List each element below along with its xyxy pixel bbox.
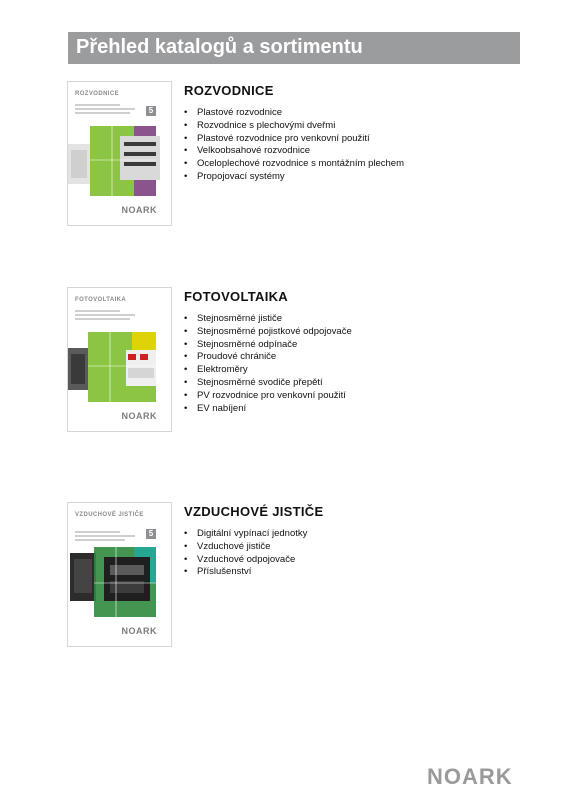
cover-text-line bbox=[75, 104, 120, 106]
list-item: • Stejnosměrné svodiče přepětí bbox=[184, 377, 352, 390]
cover-noark-logo: NOARK bbox=[121, 205, 157, 215]
page-title-bar bbox=[68, 32, 520, 64]
section-heading: FOTOVOLTAIKA bbox=[184, 289, 288, 304]
cover-text-line bbox=[75, 535, 135, 537]
page-title: Přehled katalogů a sortimentu bbox=[76, 36, 363, 58]
list-item: • Rozvodnice s plechovými dveřmi bbox=[184, 120, 404, 133]
list-item: • Digitální vypínací jednotky bbox=[184, 528, 307, 541]
list-item: • Plastové rozvodnice bbox=[184, 107, 404, 120]
catalog-section-vzduchove-jistice bbox=[67, 502, 520, 648]
list-item: • Propojovací systémy bbox=[184, 171, 404, 184]
cover-text-line bbox=[75, 314, 135, 316]
cover-product-photo bbox=[68, 122, 171, 200]
cover-text-line bbox=[75, 531, 120, 533]
catalog-section-fotovoltaika bbox=[67, 287, 520, 433]
list-item: • Proudové chrániče bbox=[184, 351, 352, 364]
catalog-cover-image[interactable] bbox=[67, 502, 172, 647]
catalog-section-rozvodnice bbox=[67, 81, 520, 227]
list-item: • Příslušenství bbox=[184, 566, 307, 579]
cover-title: VZDUCHOVÉ JISTIČE bbox=[75, 512, 144, 518]
cover-badge: 5 bbox=[146, 106, 156, 116]
list-item: • Plastové rozvodnice pro venkovní použití bbox=[184, 133, 404, 146]
cover-product-photo bbox=[68, 328, 171, 406]
list-item: • Oceloplechové rozvodnice s montážním plechem bbox=[184, 158, 404, 171]
cover-text-line bbox=[75, 318, 130, 320]
cover-text-line bbox=[75, 310, 120, 312]
cover-text-line bbox=[75, 112, 130, 114]
cover-text-line bbox=[75, 539, 125, 541]
cover-text-line bbox=[75, 108, 135, 110]
product-list bbox=[184, 528, 307, 579]
list-item: • Elektroměry bbox=[184, 364, 352, 377]
list-item: • Stejnosměrné jističe bbox=[184, 313, 352, 326]
list-item: • Vzduchové odpojovače bbox=[184, 554, 307, 567]
catalog-cover-image[interactable] bbox=[67, 287, 172, 432]
list-item: • Velkoobsahové rozvodnice bbox=[184, 145, 404, 158]
list-item: • Stejnosměrné odpínače bbox=[184, 339, 352, 352]
product-list bbox=[184, 313, 352, 415]
cover-badge: 5 bbox=[146, 529, 156, 539]
list-item: • Vzduchové jističe bbox=[184, 541, 307, 554]
cover-product-photo bbox=[68, 543, 171, 621]
cover-title: FOTOVOLTAIKA bbox=[75, 297, 127, 303]
cover-noark-logo: NOARK bbox=[121, 626, 157, 636]
section-heading: ROZVODNICE bbox=[184, 83, 274, 98]
catalog-cover-image[interactable] bbox=[67, 81, 172, 226]
cover-noark-logo: NOARK bbox=[121, 411, 157, 421]
cover-title: ROZVODNICE bbox=[75, 91, 120, 97]
product-list bbox=[184, 107, 404, 184]
section-heading: VZDUCHOVÉ JISTIČE bbox=[184, 504, 324, 519]
list-item: • PV rozvodnice pro venkovní použití bbox=[184, 390, 352, 403]
footer-noark-logo: NOARK bbox=[427, 764, 513, 789]
list-item: • Stejnosměrné pojistkové odpojovače bbox=[184, 326, 352, 339]
list-item: • EV nabíjení bbox=[184, 403, 352, 416]
